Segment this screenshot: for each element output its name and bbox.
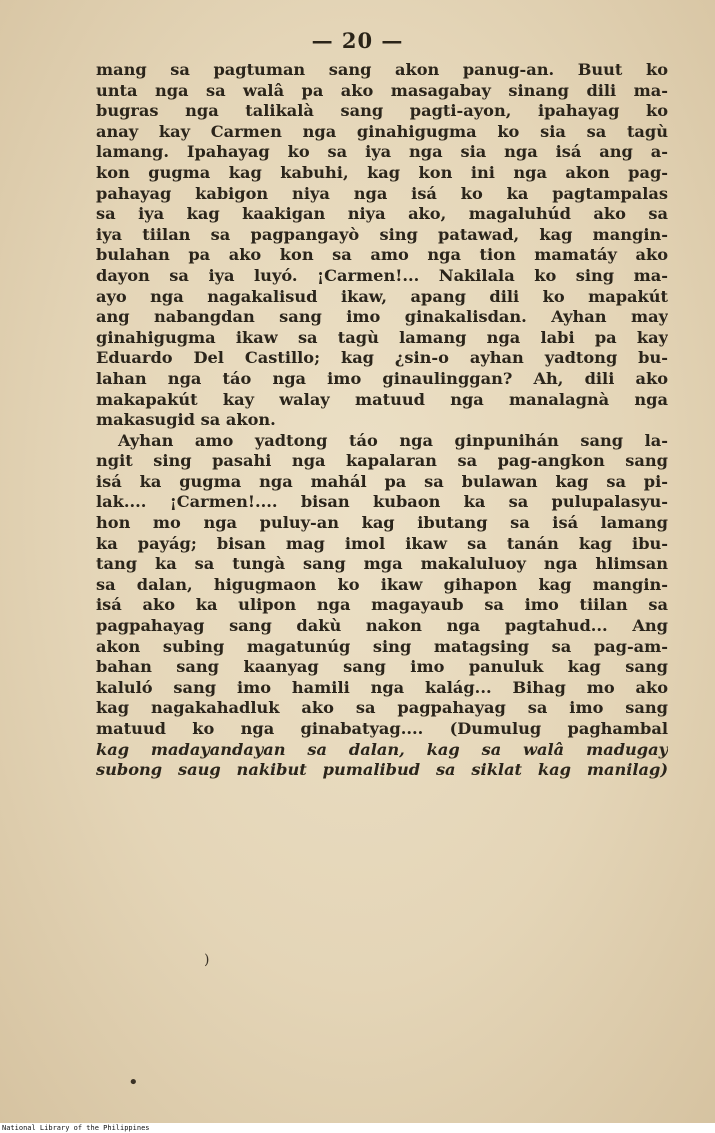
text-line: makasugid sa akon. xyxy=(96,410,276,430)
text-line: anay kay Carmen nga ginahigugma ko sia sa tagù xyxy=(96,121,668,141)
text-line: ginahigugma ikaw sa tagù lamang nga labi pa kay xyxy=(96,327,668,347)
text-line: makapakút kay walay matuud nga manalagnà nga xyxy=(96,389,668,409)
footer-bar xyxy=(0,1123,715,1133)
text-line: isá ka gugma nga mahál pa sa bulawan kag sa pi- xyxy=(96,471,668,491)
text-line: isá ako ka ulipon nga magayaub sa imo tiilan sa xyxy=(96,595,668,615)
text-line: tang ka sa tungà sang mga makaluluoy nga hlimsan xyxy=(96,554,668,574)
text-line: kag nagakahadluk ako sa pagpahayag sa imo sang xyxy=(96,698,668,718)
stray-ink-mark: ) xyxy=(204,952,210,968)
text-line: hon mo nga puluy-an kag ibutang sa isá lamang xyxy=(96,513,668,533)
text-line: bugras nga talikalà sang pagti-ayon, ipahayag ko xyxy=(96,101,668,121)
text-line: ka payág; bisan mag imol ikaw sa tanán kag ibu- xyxy=(96,533,668,553)
italic-stage-direction-line: subong saug nakibut pumalibud sa siklat kag manilag) xyxy=(96,760,668,780)
text-line: bahan sang kaanyag sang imo panuluk kag sang xyxy=(96,657,668,677)
text-line: sa dalan, higugmaon ko ikaw gihapon kag mangin- xyxy=(96,574,668,594)
text-line: mang sa pagtuman sang akon panug-an. Buut ko xyxy=(96,60,668,79)
stray-ink-dot: • xyxy=(128,1072,139,1093)
text-line: ngit sing pasahi nga kapalaran sa pag-angkon sang xyxy=(96,451,668,471)
text-line: kon gugma kag kabuhi, kag kon ini nga akon pag- xyxy=(96,162,668,182)
library-credit: National Library of the Philippines xyxy=(2,1124,150,1132)
text-line: bulahan pa ako kon sa amo nga tion mamatáy ako xyxy=(96,245,668,265)
text-line: dayon sa iya luyó. ¡Carmen!... Nakilala ko sing ma- xyxy=(96,265,668,285)
text-line: unta nga sa walâ pa ako masagabay sinang dili ma- xyxy=(96,80,668,100)
text-line: Eduardo Del Castillo; kag ¿sin-o ayhan yadtong bu- xyxy=(96,348,668,368)
text-line: pahayag kabigon niya nga isá ko ka pagtampalas xyxy=(96,183,668,203)
text-line: lahan nga táo nga imo ginaulinggan? Ah, dili ako xyxy=(96,368,668,388)
text-line: lamang. Ipahayag ko sa iya nga sia nga isá ang a- xyxy=(96,142,668,162)
text-line: pagpahayag sang dakù nakon nga pagtahud... Ang xyxy=(96,616,668,636)
page-number: — 20 — xyxy=(311,28,404,53)
text-line: matuud ko nga ginabatyag.... (Dumulug paghambal xyxy=(96,719,668,738)
text-line: ang nabangdan sang imo ginakalisdan. Ayhan may xyxy=(96,307,668,327)
text-line: lak.... ¡Carmen!.... bisan kubaon ka sa pulupalasyu- xyxy=(96,492,668,512)
body-text xyxy=(96,60,668,781)
text-line: akon subing magatunúg sing matagsing sa pag-am- xyxy=(96,636,668,656)
text-line: iya tiilan sa pagpangayò sing patawad, kag mangin- xyxy=(96,224,668,244)
text-line: kaluló sang imo hamili nga kalág... Bihag mo ako xyxy=(96,677,668,697)
text-line: ayo nga nagakalisud ikaw, apang dili ko mapakút xyxy=(96,286,668,306)
text-line: sa iya kag kaakigan niya ako, magaluhúd ako sa xyxy=(96,204,668,224)
italic-stage-direction-line: kag madayandayan sa dalan, kag sa walâ madugay xyxy=(96,739,668,759)
text-line: Ayhan amo yadtong táo nga ginpunihán sang la- xyxy=(118,430,668,450)
